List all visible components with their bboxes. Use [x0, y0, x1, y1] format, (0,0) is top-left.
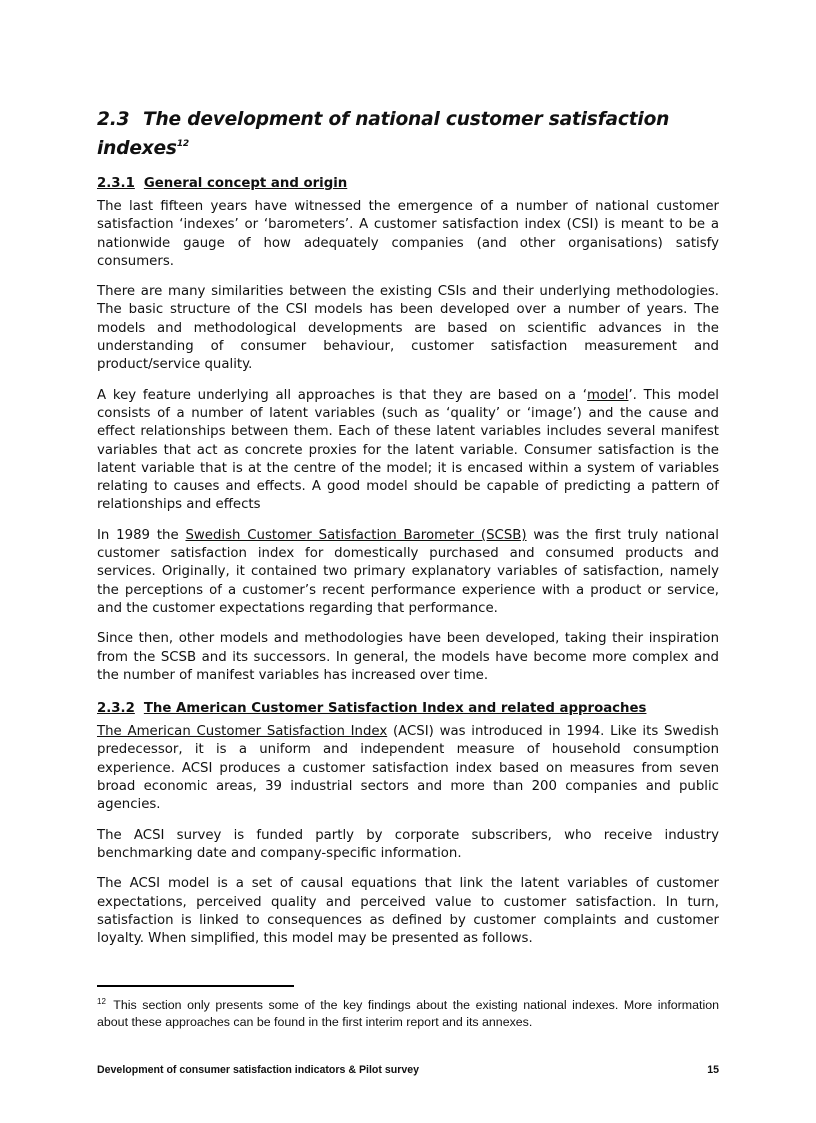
footnote	[97, 993, 719, 1031]
subsection-heading-1	[97, 175, 719, 193]
page-number: 15	[707, 1064, 719, 1076]
paragraph: The last fifteen years have witnessed the emergence of a number of national customer satisfaction ‘indexes’ or ‘barometers’. A customer satisfaction index (CSI) is meant to be a nationwide gauge of how adequately companies (and other organisations) satisfy consumers.	[97, 199, 719, 269]
paragraph: In 1989 the Swedish Customer Satisfaction Barometer (SCSB) was the first truly national customer satisfaction index for domestically purchased and consumed products and services. Originally, it contained two primary explanatory variables of satisfaction, namely the perceptions of a customer’s recent performance experience with a product or service, and the customer expectations regarding that performance.	[97, 527, 719, 616]
page-footer	[97, 1064, 719, 1076]
paragraph: The ACSI model is a set of causal equations that link the latent variables of customer expectations, perceived quality and perceived value to customer satisfaction. In turn, satisfaction is linked to consequences as defined by customer complaints and customer loyalty. When simplified, this model may be presented as follows.	[97, 876, 719, 947]
section-title: The development of national customer satisfaction indexes	[97, 109, 670, 159]
paragraph: A key feature underlying all approaches is that they are based on a ‘model’. This model consists of a number of latent variables (such as ‘quality’ or ‘image’) and the cause and effect relationships between them. Each of these latent variables includes several manifest variables that act as concrete proxies for the latent variable. Consumer satisfaction is the latent variable that is at the centre of the model; it is encased within a system of variables relating to causes and effects. A good model should be capable of predicting a pattern of relationships and effects	[97, 387, 719, 513]
subsection-heading-2	[97, 700, 719, 718]
paragraph: Since then, other models and methodologies have been developed, taking their inspiration from the SCSB and its successors. In general, the models have become more complex and the number of manifest variables has increased over time.	[97, 631, 719, 683]
paragraph: There are many similarities between the existing CSIs and their underlying methodologies. The basic structure of the CSI models has been developed over a number of years. The models and methodological developments are based on scientific advances in the understanding of consumer behaviour, customer satisfaction measurement and product/service quality.	[97, 284, 719, 373]
footnote-number: 12	[97, 997, 106, 1006]
model-link[interactable]: model	[587, 387, 629, 403]
subsection-number: 2.3.2	[97, 701, 135, 717]
section-number: 2.3	[97, 109, 130, 130]
footnote-text: This section only presents some of the key findings about the existing national indexes. More information about these approaches can be found in the first interim report and its annexes.	[97, 998, 719, 1029]
subsection-title: General concept and origin	[143, 176, 348, 191]
footnote-divider	[97, 985, 294, 987]
page-body	[97, 108, 719, 960]
footer-title: Development of consumer satisfaction indicators & Pilot survey	[97, 1064, 420, 1076]
scsb-link[interactable]: Swedish Customer Satisfaction Barometer (SCSB)	[185, 527, 527, 543]
paragraph: The American Customer Satisfaction Index (ACSI) was introduced in 1994. Like its Swedish predecessor, it is a uniform and independent measure of household consumption experience. ACSI produces a customer satisfaction index based on measures from seven broad economic areas, 39 industrial sectors and more than 200 companies and public agencies.	[97, 724, 719, 813]
subsection-number: 2.3.1	[97, 176, 135, 191]
paragraph: The ACSI survey is funded partly by corporate subscribers, who receive industry benchmarking date and company-specific information.	[97, 827, 719, 861]
section-heading	[97, 108, 719, 161]
footnote-ref[interactable]: 12	[176, 139, 189, 149]
subsection-title: The American Customer Satisfaction Index and related approaches	[143, 701, 647, 717]
acsi-link[interactable]: The American Customer Satisfaction Index	[97, 724, 388, 740]
